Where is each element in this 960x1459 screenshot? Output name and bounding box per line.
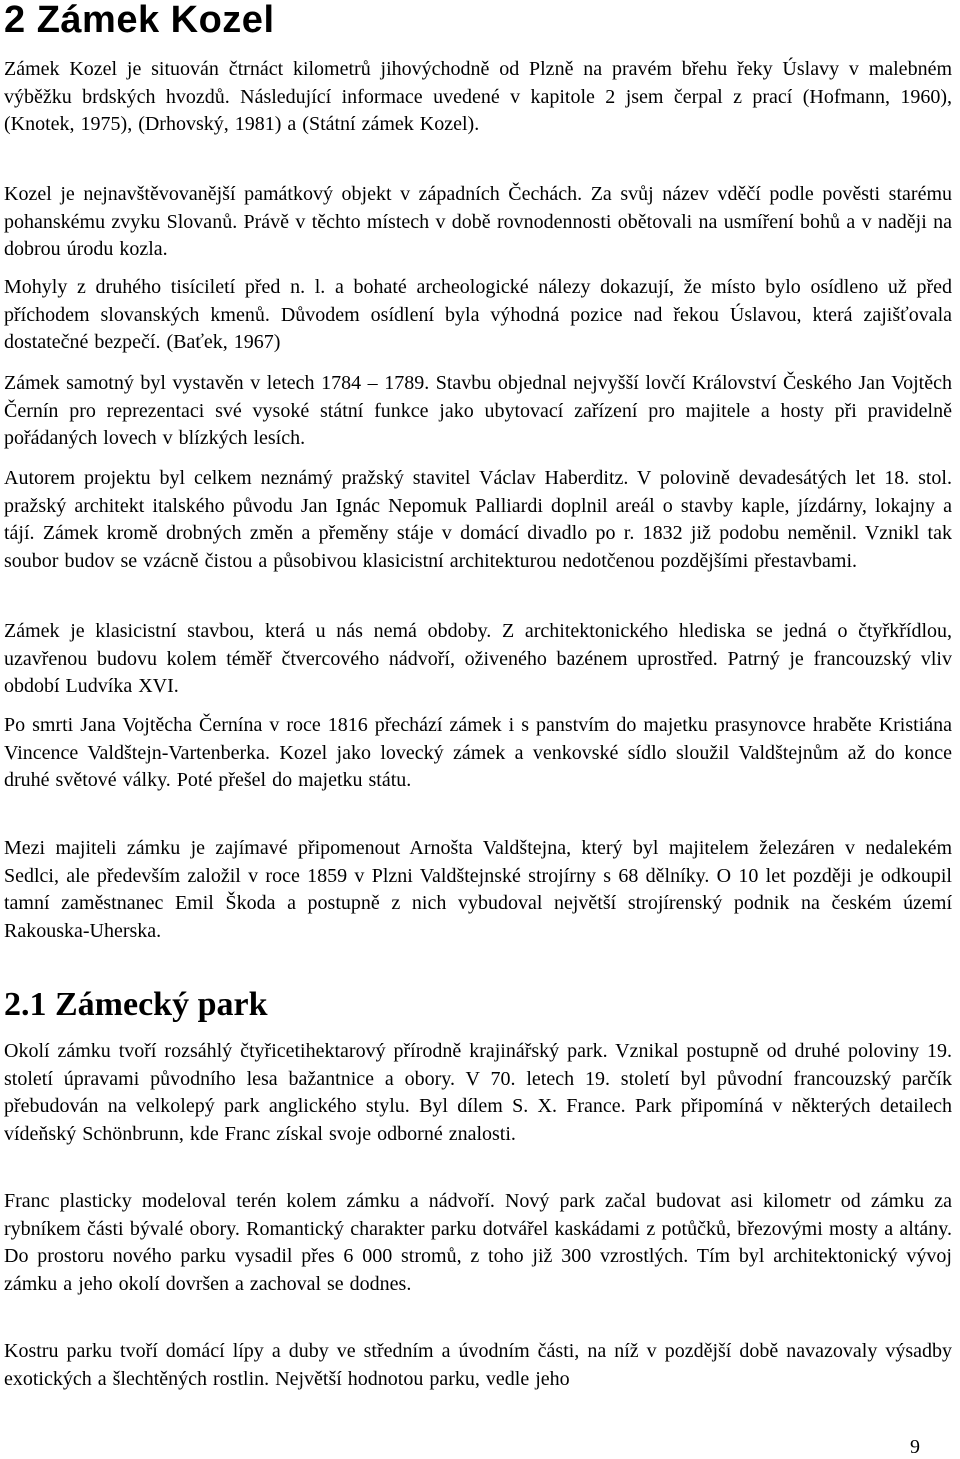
- paragraph-owners: Po smrti Jana Vojtěcha Černína v roce 1816 přechází zámek i s panstvím do majetku prasynovce hraběte Kristiána Vincence Valdštejn-Vartenberka. Kozel jako lovecký zámek a venkovské sídlo sloužil Valdštejnům až do konce druhé světové války. Poté přešel do majetku státu.: [4, 714, 952, 791]
- paragraph-architects: Autorem projektu byl celkem neznámý pražský stavitel Václav Haberditz. V polovině devadesátých let 18. stol. pražský architekt italského původu Jan Ignác Nepomuk Palliardi doplnil areál o stavby kaple, jízdárny, lokajny a tájí. Zámek kromě drobných změn a přeměny stáje v domácí divadlo po r. 1832 již podobu neměnil. Vznikl tak soubor budov se vzácně čistou a působivou klasicistní architekturou nedotčenou pozdějšími přestavbami.: [4, 467, 952, 572]
- paragraph-settlement: Mohyly z druhého tisíciletí před n. l. a bohaté archeologické nálezy dokazují, že místo bylo osídleno už před příchodem slovanských kmenů. Důvodem osídlení byla výhodná pozice nad řekou Úslavou, která zajišťovala dostatečné bezpečí. (Baťek, 1967): [4, 276, 952, 353]
- paragraph-park-franc: Franc plasticky modeloval terén kolem zámku a nádvoří. Nový park začal budovat asi kilometr od zámku za rybníkem části bývalé obory. Romantický charakter parku dotvářel kaskádami z potůčků, březovými mosty a altány. Do prostoru nového parku vysadil přes 6 000 stromů, z toho již 300 vzrostlých. Tím byl architektonický vývoj zámku a jeho okolí dovršen a zachoval se dodnes.: [4, 1190, 952, 1295]
- paragraph-style: Zámek je klasicistní stavbou, která u nás nemá obdoby. Z architektonického hlediska se jedná o čtyřkřídlou, uzavřenou budovu kolem téměř čtvercového nádvoří, oživeného bazénem uprostřed. Patrný je francouzský vliv období Ludvíka XVI.: [4, 620, 952, 697]
- paragraph-construction: Zámek samotný byl vystavěn v letech 1784 – 1789. Stavbu objednal nejvyšší lovčí Království Českého Jan Vojtěch Černín pro reprezentaci své vysoké státní funkce jako ubytovací zařízení pro majitele a hosty při pravidelně pořádaných lovech v blízkých lesích.: [4, 372, 952, 449]
- paragraph-name-origin: Kozel je nejnavštěvovanější památkový objekt v západních Čechách. Za svůj název vděčí podle pověsti starému pohanskému zvyku Slovanů. Právě v těchto místech v době rovnodennosti obětovali na usmíření bohů a v naději na dobrou úrodu kozla.: [4, 183, 952, 260]
- page-number: 9: [910, 1436, 920, 1458]
- section-heading-park: 2.1 Zámecký park: [4, 986, 268, 1023]
- paragraph-park-trees: Kostru parku tvoří domácí lípy a duby ve středním a úvodním části, na níž v pozdější době navazovaly výsadby exotických a šlechtěných rostlin. Největší hodnotou parku, vedle jeho: [4, 1340, 952, 1390]
- chapter-heading: 2 Zámek Kozel: [4, 0, 275, 41]
- paragraph-intro: Zámek Kozel je situován čtrnáct kilometrů jihovýchodně od Plzně na pravém břehu řeky Úslavy v malebném výběžku brdských hvozdů. Následující informace uvedené v kapitole 2 jsem čerpal z prací (Hofmann, 1960), (Knotek, 1975), (Drhovský, 1981) a (Státní zámek Kozel).: [4, 58, 952, 135]
- paragraph-valdstejn: Mezi majiteli zámku je zajímavé připomenout Arnošta Valdštejna, který byl majitelem železáren v nedalekém Sedlci, ale především založil v roce 1859 v Plzni Valdštejnské strojírny s 68 dělníky. O 10 let později je odkoupil tamní zaměstnanec Emil Škoda a postupně z nich vybudoval největší strojírenský podnik na českém území Rakouska-Uherska.: [4, 837, 952, 942]
- paragraph-park-origin: Okolí zámku tvoří rozsáhlý čtyřicetihektarový přírodně krajinářský park. Vznikal postupně od druhé poloviny 19. století úpravami původního lesa bažantnice a obory. V 70. letech 19. století byl původní francouzský parčík přebudován na velkolepý park anglického stylu. Byl dílem S. X. France. Park připomíná v některých detailech vídeňský Schönbrunn, kde Franc získal svoje odborné znalosti.: [4, 1040, 952, 1145]
